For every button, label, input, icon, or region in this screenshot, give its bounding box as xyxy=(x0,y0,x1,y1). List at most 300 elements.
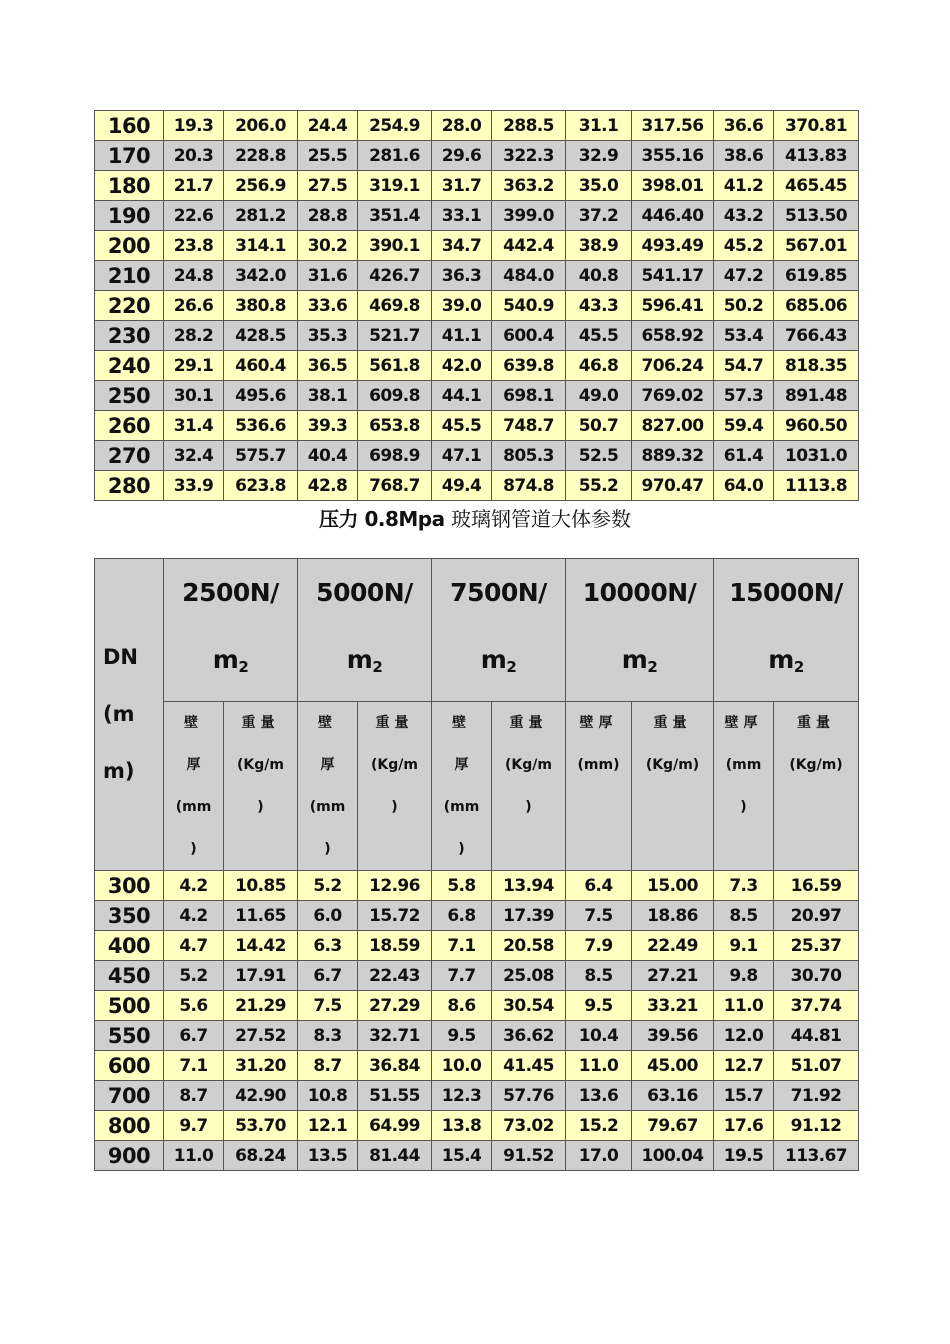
value-cell: 54.7 xyxy=(714,351,774,381)
value-cell: 609.8 xyxy=(358,381,432,411)
value-cell: 33.9 xyxy=(164,471,224,501)
value-cell: 561.8 xyxy=(358,351,432,381)
value-cell: 769.02 xyxy=(632,381,714,411)
value-cell: 39.3 xyxy=(298,411,358,441)
value-cell: 281.6 xyxy=(358,141,432,171)
value-cell: 61.4 xyxy=(714,441,774,471)
value-cell: 442.4 xyxy=(492,231,566,261)
value-cell: 4.2 xyxy=(164,901,224,931)
value-cell: 706.24 xyxy=(632,351,714,381)
value-cell: 27.5 xyxy=(298,171,358,201)
pressure-unit-sub: 2 xyxy=(647,658,658,676)
value-cell: 22.43 xyxy=(358,961,432,991)
value-cell: 45.5 xyxy=(566,321,632,351)
value-cell: 6.8 xyxy=(432,901,492,931)
value-cell: 31.1 xyxy=(566,111,632,141)
value-cell: 47.1 xyxy=(432,441,492,471)
value-cell: 38.1 xyxy=(298,381,358,411)
value-cell: 600.4 xyxy=(492,321,566,351)
value-cell: 91.52 xyxy=(492,1141,566,1171)
value-cell: 256.9 xyxy=(224,171,298,201)
value-cell: 13.6 xyxy=(566,1081,632,1111)
sub-header-line: 厚 xyxy=(186,757,201,773)
value-cell: 28.8 xyxy=(298,201,358,231)
value-cell: 288.5 xyxy=(492,111,566,141)
value-cell: 20.97 xyxy=(774,901,859,931)
value-cell: 13.94 xyxy=(492,871,566,901)
value-cell: 71.92 xyxy=(774,1081,859,1111)
pressure-label: 10000N/ xyxy=(582,578,697,607)
table-row xyxy=(95,1111,859,1141)
value-cell: 513.50 xyxy=(774,201,859,231)
dn-header-cell xyxy=(95,559,164,871)
value-cell: 63.16 xyxy=(632,1081,714,1111)
dn-cell: 160 xyxy=(95,111,164,141)
sub-header-line: 重量 xyxy=(509,715,548,731)
value-cell: 15.00 xyxy=(632,871,714,901)
dn-cell: 180 xyxy=(95,171,164,201)
value-cell: 15.72 xyxy=(358,901,432,931)
value-cell: 254.9 xyxy=(358,111,432,141)
dn-cell: 210 xyxy=(95,261,164,291)
value-cell: 540.9 xyxy=(492,291,566,321)
value-cell: 6.0 xyxy=(298,901,358,931)
value-cell: 12.0 xyxy=(714,1021,774,1051)
value-cell: 5.2 xyxy=(298,871,358,901)
sub-header-line: 重量 xyxy=(241,715,280,731)
value-cell: 9.5 xyxy=(432,1021,492,1051)
value-cell: 12.7 xyxy=(714,1051,774,1081)
dn-header-line: m) xyxy=(103,759,135,783)
weight-header xyxy=(358,702,432,871)
sub-header-line: 壁 xyxy=(452,715,471,731)
value-cell: 8.3 xyxy=(298,1021,358,1051)
pressure-unit: m xyxy=(212,645,239,674)
value-cell: 79.67 xyxy=(632,1111,714,1141)
value-cell: 10.8 xyxy=(298,1081,358,1111)
value-cell: 53.70 xyxy=(224,1111,298,1141)
table-row xyxy=(95,991,859,1021)
value-cell: 30.2 xyxy=(298,231,358,261)
sub-header-line: ) xyxy=(391,799,398,815)
value-cell: 27.52 xyxy=(224,1021,298,1051)
value-cell: 36.5 xyxy=(298,351,358,381)
table-row xyxy=(95,1141,859,1171)
value-cell: 10.85 xyxy=(224,871,298,901)
value-cell: 426.7 xyxy=(358,261,432,291)
value-cell: 5.8 xyxy=(432,871,492,901)
dn-cell: 170 xyxy=(95,141,164,171)
value-cell: 43.3 xyxy=(566,291,632,321)
value-cell: 113.67 xyxy=(774,1141,859,1171)
value-cell: 413.83 xyxy=(774,141,859,171)
value-cell: 5.6 xyxy=(164,991,224,1021)
dn-cell: 700 xyxy=(95,1081,164,1111)
table-row xyxy=(95,231,859,261)
value-cell: 23.8 xyxy=(164,231,224,261)
value-cell: 26.6 xyxy=(164,291,224,321)
sub-header-line: 壁 xyxy=(184,715,203,731)
sub-header-line: ) xyxy=(257,799,264,815)
sub-header-line: ) xyxy=(740,799,747,815)
value-cell: 57.3 xyxy=(714,381,774,411)
pressure-unit: m xyxy=(621,645,648,674)
value-cell: 47.2 xyxy=(714,261,774,291)
value-cell: 8.5 xyxy=(714,901,774,931)
table-caption xyxy=(0,503,950,532)
value-cell: 363.2 xyxy=(492,171,566,201)
value-cell: 7.7 xyxy=(432,961,492,991)
pressure-label: 7500N/ xyxy=(450,578,547,607)
dn-cell: 230 xyxy=(95,321,164,351)
value-cell: 653.8 xyxy=(358,411,432,441)
value-cell: 37.74 xyxy=(774,991,859,1021)
value-cell: 8.7 xyxy=(298,1051,358,1081)
value-cell: 8.6 xyxy=(432,991,492,1021)
value-cell: 766.43 xyxy=(774,321,859,351)
dn-cell: 250 xyxy=(95,381,164,411)
bottom-data-table xyxy=(94,558,859,1171)
dn-cell: 280 xyxy=(95,471,164,501)
table-row xyxy=(95,291,859,321)
value-cell: 45.00 xyxy=(632,1051,714,1081)
table-row xyxy=(95,1021,859,1051)
value-cell: 768.7 xyxy=(358,471,432,501)
sub-header-line: (mm xyxy=(443,799,480,815)
value-cell: 46.8 xyxy=(566,351,632,381)
value-cell: 42.90 xyxy=(224,1081,298,1111)
value-cell: 15.4 xyxy=(432,1141,492,1171)
value-cell: 399.0 xyxy=(492,201,566,231)
value-cell: 13.8 xyxy=(432,1111,492,1141)
value-cell: 319.1 xyxy=(358,171,432,201)
value-cell: 596.41 xyxy=(632,291,714,321)
table-row xyxy=(95,931,859,961)
value-cell: 22.6 xyxy=(164,201,224,231)
value-cell: 7.1 xyxy=(432,931,492,961)
value-cell: 465.45 xyxy=(774,171,859,201)
value-cell: 748.7 xyxy=(492,411,566,441)
value-cell: 351.4 xyxy=(358,201,432,231)
pressure-header-7500 xyxy=(432,559,566,702)
sub-header-line: 厚 xyxy=(320,757,335,773)
value-cell: 5.2 xyxy=(164,961,224,991)
value-cell: 51.07 xyxy=(774,1051,859,1081)
value-cell: 49.0 xyxy=(566,381,632,411)
value-cell: 623.8 xyxy=(224,471,298,501)
value-cell: 28.2 xyxy=(164,321,224,351)
dn-cell: 350 xyxy=(95,901,164,931)
value-cell: 29.6 xyxy=(432,141,492,171)
dn-cell: 260 xyxy=(95,411,164,441)
value-cell: 17.6 xyxy=(714,1111,774,1141)
value-cell: 575.7 xyxy=(224,441,298,471)
dn-header-line: DN xyxy=(103,645,139,669)
value-cell: 33.1 xyxy=(432,201,492,231)
value-cell: 55.2 xyxy=(566,471,632,501)
dn-cell: 450 xyxy=(95,961,164,991)
value-cell: 24.4 xyxy=(298,111,358,141)
dn-cell: 500 xyxy=(95,991,164,1021)
pressure-unit: m xyxy=(346,645,373,674)
value-cell: 45.5 xyxy=(432,411,492,441)
caption-pressure: 压力 0.8Mpa xyxy=(319,507,445,531)
pressure-unit: m xyxy=(480,645,507,674)
table-row xyxy=(95,961,859,991)
sub-header-line: (Kg/m) xyxy=(645,757,700,773)
value-cell: 390.1 xyxy=(358,231,432,261)
weight-header xyxy=(492,702,566,871)
value-cell: 91.12 xyxy=(774,1111,859,1141)
pressure-unit: m xyxy=(768,645,794,674)
value-cell: 31.7 xyxy=(432,171,492,201)
value-cell: 50.7 xyxy=(566,411,632,441)
value-cell: 28.0 xyxy=(432,111,492,141)
value-cell: 31.4 xyxy=(164,411,224,441)
value-cell: 64.0 xyxy=(714,471,774,501)
table-row xyxy=(95,871,859,901)
pressure-header-2500 xyxy=(164,559,298,702)
value-cell: 22.49 xyxy=(632,931,714,961)
value-cell: 18.59 xyxy=(358,931,432,961)
value-cell: 891.48 xyxy=(774,381,859,411)
value-cell: 41.2 xyxy=(714,171,774,201)
value-cell: 10.0 xyxy=(432,1051,492,1081)
value-cell: 27.21 xyxy=(632,961,714,991)
value-cell: 370.81 xyxy=(774,111,859,141)
value-cell: 495.6 xyxy=(224,381,298,411)
value-cell: 32.4 xyxy=(164,441,224,471)
value-cell: 53.4 xyxy=(714,321,774,351)
value-cell: 6.7 xyxy=(164,1021,224,1051)
value-cell: 685.06 xyxy=(774,291,859,321)
value-cell: 805.3 xyxy=(492,441,566,471)
value-cell: 21.7 xyxy=(164,171,224,201)
value-cell: 15.7 xyxy=(714,1081,774,1111)
value-cell: 12.96 xyxy=(358,871,432,901)
value-cell: 43.2 xyxy=(714,201,774,231)
pressure-label: 2500N/ xyxy=(182,578,279,607)
value-cell: 40.8 xyxy=(566,261,632,291)
sub-header-line: (Kg/m) xyxy=(789,757,843,773)
value-cell: 469.8 xyxy=(358,291,432,321)
value-cell: 40.4 xyxy=(298,441,358,471)
value-cell: 493.49 xyxy=(632,231,714,261)
pressure-header-15000 xyxy=(714,559,859,702)
value-cell: 21.29 xyxy=(224,991,298,1021)
weight-header xyxy=(632,702,714,871)
dn-cell: 550 xyxy=(95,1021,164,1051)
sub-header-line: 重量 xyxy=(797,715,835,731)
value-cell: 39.56 xyxy=(632,1021,714,1051)
value-cell: 6.7 xyxy=(298,961,358,991)
value-cell: 25.08 xyxy=(492,961,566,991)
sub-header-line: 重量 xyxy=(653,715,692,731)
value-cell: 57.76 xyxy=(492,1081,566,1111)
value-cell: 25.37 xyxy=(774,931,859,961)
value-cell: 41.45 xyxy=(492,1051,566,1081)
value-cell: 20.58 xyxy=(492,931,566,961)
value-cell: 11.0 xyxy=(714,991,774,1021)
dn-cell: 900 xyxy=(95,1141,164,1171)
value-cell: 18.86 xyxy=(632,901,714,931)
value-cell: 36.6 xyxy=(714,111,774,141)
wall-thickness-header xyxy=(714,702,774,871)
dn-cell: 240 xyxy=(95,351,164,381)
wall-thickness-header xyxy=(432,702,492,871)
value-cell: 37.2 xyxy=(566,201,632,231)
sub-header-line: 壁厚 xyxy=(724,715,763,731)
value-cell: 11.65 xyxy=(224,901,298,931)
value-cell: 17.91 xyxy=(224,961,298,991)
caption-title: 玻璃钢管道大体参数 xyxy=(450,507,631,531)
sub-header-line: 重量 xyxy=(375,715,414,731)
value-cell: 27.29 xyxy=(358,991,432,1021)
value-cell: 30.70 xyxy=(774,961,859,991)
pressure-header-5000 xyxy=(298,559,432,702)
weight-header xyxy=(224,702,298,871)
value-cell: 658.92 xyxy=(632,321,714,351)
table-row xyxy=(95,1081,859,1111)
value-cell: 7.1 xyxy=(164,1051,224,1081)
value-cell: 322.3 xyxy=(492,141,566,171)
pressure-unit-sub: 2 xyxy=(793,658,804,676)
value-cell: 521.7 xyxy=(358,321,432,351)
value-cell: 228.8 xyxy=(224,141,298,171)
wall-thickness-header xyxy=(164,702,224,871)
value-cell: 206.0 xyxy=(224,111,298,141)
pressure-unit-sub: 2 xyxy=(372,658,383,676)
value-cell: 9.1 xyxy=(714,931,774,961)
value-cell: 1031.0 xyxy=(774,441,859,471)
value-cell: 59.4 xyxy=(714,411,774,441)
table-row xyxy=(95,321,859,351)
value-cell: 317.56 xyxy=(632,111,714,141)
value-cell: 32.71 xyxy=(358,1021,432,1051)
value-cell: 64.99 xyxy=(358,1111,432,1141)
value-cell: 9.8 xyxy=(714,961,774,991)
value-cell: 1113.8 xyxy=(774,471,859,501)
table-row xyxy=(95,901,859,931)
value-cell: 428.5 xyxy=(224,321,298,351)
value-cell: 889.32 xyxy=(632,441,714,471)
value-cell: 6.3 xyxy=(298,931,358,961)
value-cell: 31.20 xyxy=(224,1051,298,1081)
value-cell: 281.2 xyxy=(224,201,298,231)
value-cell: 30.54 xyxy=(492,991,566,1021)
sub-header-line: (mm xyxy=(309,799,346,815)
value-cell: 36.84 xyxy=(358,1051,432,1081)
value-cell: 39.0 xyxy=(432,291,492,321)
value-cell: 31.6 xyxy=(298,261,358,291)
value-cell: 11.0 xyxy=(164,1141,224,1171)
value-cell: 17.0 xyxy=(566,1141,632,1171)
value-cell: 398.01 xyxy=(632,171,714,201)
table-row xyxy=(95,201,859,231)
value-cell: 446.40 xyxy=(632,201,714,231)
value-cell: 355.16 xyxy=(632,141,714,171)
value-cell: 20.3 xyxy=(164,141,224,171)
value-cell: 33.6 xyxy=(298,291,358,321)
value-cell: 10.4 xyxy=(566,1021,632,1051)
table-row xyxy=(95,111,859,141)
dn-header-line: (m xyxy=(103,702,135,726)
sub-header-line: 厚 xyxy=(454,757,469,773)
sub-header-line: ) xyxy=(324,841,331,857)
pressure-label: 15000N/ xyxy=(729,578,843,607)
value-cell: 42.0 xyxy=(432,351,492,381)
dn-cell: 800 xyxy=(95,1111,164,1141)
value-cell: 36.3 xyxy=(432,261,492,291)
value-cell: 35.3 xyxy=(298,321,358,351)
pressure-unit-sub: 2 xyxy=(238,658,249,676)
value-cell: 44.1 xyxy=(432,381,492,411)
value-cell: 49.4 xyxy=(432,471,492,501)
table-row xyxy=(95,351,859,381)
value-cell: 818.35 xyxy=(774,351,859,381)
value-cell: 639.8 xyxy=(492,351,566,381)
table-row xyxy=(95,1051,859,1081)
value-cell: 4.7 xyxy=(164,931,224,961)
value-cell: 81.44 xyxy=(358,1141,432,1171)
value-cell: 9.5 xyxy=(566,991,632,1021)
value-cell: 314.1 xyxy=(224,231,298,261)
value-cell: 29.1 xyxy=(164,351,224,381)
value-cell: 7.5 xyxy=(566,901,632,931)
value-cell: 619.85 xyxy=(774,261,859,291)
dn-cell: 200 xyxy=(95,231,164,261)
value-cell: 7.9 xyxy=(566,931,632,961)
value-cell: 8.5 xyxy=(566,961,632,991)
value-cell: 51.55 xyxy=(358,1081,432,1111)
value-cell: 100.04 xyxy=(632,1141,714,1171)
table-row xyxy=(95,471,859,501)
value-cell: 14.42 xyxy=(224,931,298,961)
sub-header-line: ) xyxy=(190,841,197,857)
value-cell: 38.6 xyxy=(714,141,774,171)
weight-header xyxy=(774,702,859,871)
table-row xyxy=(95,441,859,471)
sub-header-line: 壁厚 xyxy=(579,715,618,731)
pressure-unit-sub: 2 xyxy=(506,658,517,676)
value-cell: 35.0 xyxy=(566,171,632,201)
table-row xyxy=(95,171,859,201)
dn-cell: 270 xyxy=(95,441,164,471)
table-row xyxy=(95,141,859,171)
dn-cell: 190 xyxy=(95,201,164,231)
sub-header-line: (mm) xyxy=(577,757,620,773)
value-cell: 970.47 xyxy=(632,471,714,501)
wall-thickness-header xyxy=(566,702,632,871)
pressure-header-10000 xyxy=(566,559,714,702)
value-cell: 4.2 xyxy=(164,871,224,901)
value-cell: 30.1 xyxy=(164,381,224,411)
value-cell: 36.62 xyxy=(492,1021,566,1051)
value-cell: 6.4 xyxy=(566,871,632,901)
value-cell: 536.6 xyxy=(224,411,298,441)
top-data-table xyxy=(94,110,859,501)
value-cell: 50.2 xyxy=(714,291,774,321)
value-cell: 44.81 xyxy=(774,1021,859,1051)
value-cell: 19.3 xyxy=(164,111,224,141)
dn-cell: 220 xyxy=(95,291,164,321)
wall-thickness-header xyxy=(298,702,358,871)
value-cell: 7.3 xyxy=(714,871,774,901)
value-cell: 484.0 xyxy=(492,261,566,291)
value-cell: 827.00 xyxy=(632,411,714,441)
value-cell: 7.5 xyxy=(298,991,358,1021)
value-cell: 13.5 xyxy=(298,1141,358,1171)
